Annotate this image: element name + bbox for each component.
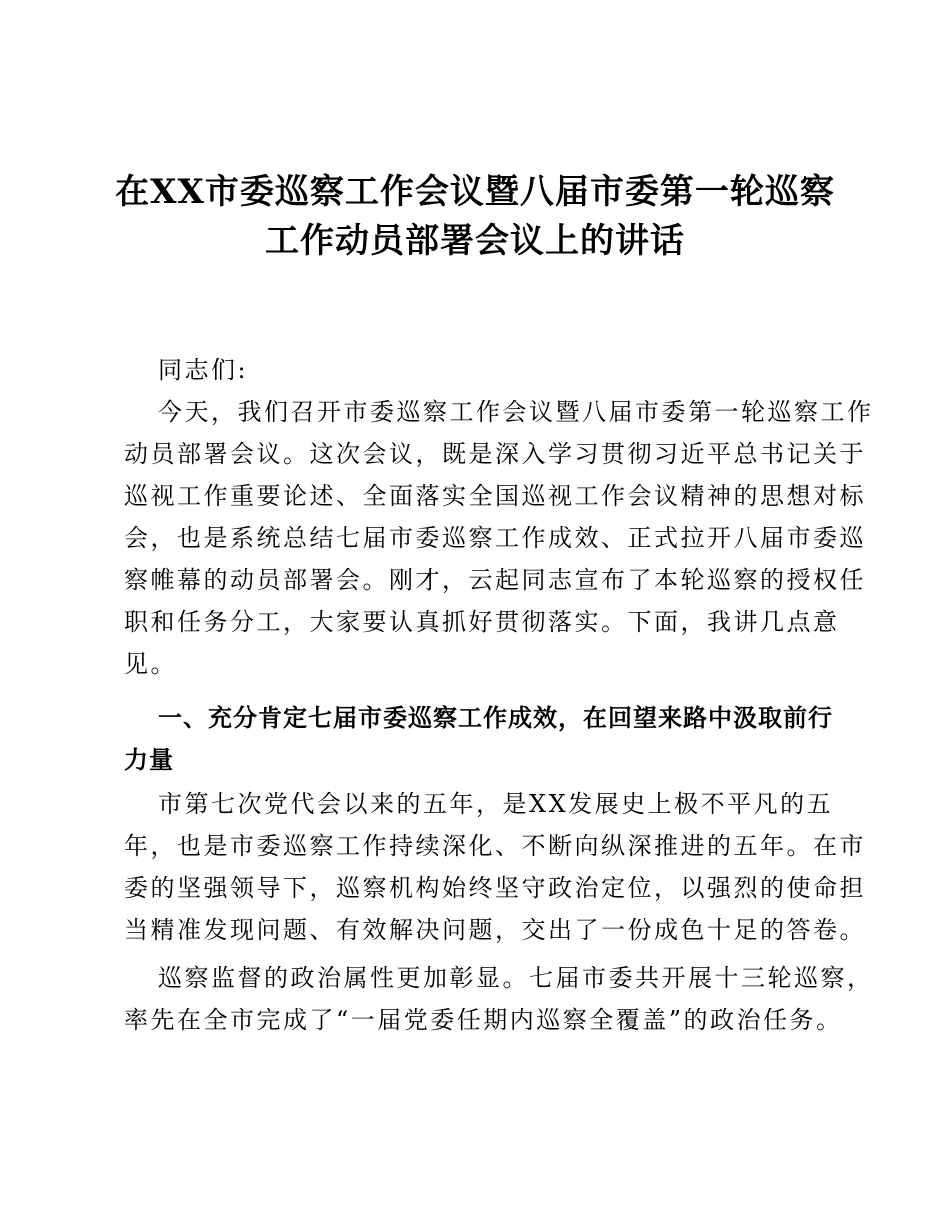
paragraph-2-line: 委的坚强领导下，巡察机构始终坚守政治定位，以强烈的使命担 (124, 874, 866, 902)
paragraph-2-line: 当精准发现问题、有效解决问题，交出了一份成色十足的答卷。 (124, 916, 866, 944)
paragraph-1-line: 巡视工作重要论述、全面落实全国巡视工作会议精神的思想对标 (124, 482, 866, 510)
section-heading-line: 力量 (124, 746, 174, 774)
paragraph-1-line: 动员部署会议。这次会议，既是深入学习贯彻习近平总书记关于 (124, 440, 866, 468)
salutation: 同志们: (158, 356, 249, 384)
document-title-line-1: 在XX市委巡察工作会议暨八届市委第一轮巡察 (115, 172, 835, 212)
section-heading-line: 一、充分肯定七届市委巡察工作成效，在回望来路中汲取前行 (158, 704, 833, 732)
paragraph-3-line: 率先在全市完成了“一届党委任期内巡察全覆盖”的政治任务。 (124, 1006, 843, 1034)
paragraph-1-line: 察帷幕的动员部署会。刚才，云起同志宣布了本轮巡察的授权任 (124, 566, 866, 594)
paragraph-3-line: 巡察监督的政治属性更加彰显。七届市委共开展十三轮巡察， (158, 964, 874, 992)
paragraph-1-line: 见。 (124, 650, 177, 678)
document-title-line-2: 工作动员部署会议上的讲话 (265, 221, 685, 261)
paragraph-1-line: 职和任务分工，大家要认真抓好贯彻落实。下面，我讲几点意 (124, 608, 840, 636)
paragraph-2-line: 市第七次党代会以来的五年，是XX发展史上极不平凡的五 (158, 790, 834, 818)
paragraph-1-line: 会，也是系统总结七届市委巡察工作成效、正式拉开八届市委巡 (124, 524, 866, 552)
paragraph-1-line: 今天，我们召开市委巡察工作会议暨八届市委第一轮巡察工作 (158, 398, 874, 426)
paragraph-2-line: 年，也是市委巡察工作持续深化、不断向纵深推进的五年。在市 (124, 832, 866, 860)
